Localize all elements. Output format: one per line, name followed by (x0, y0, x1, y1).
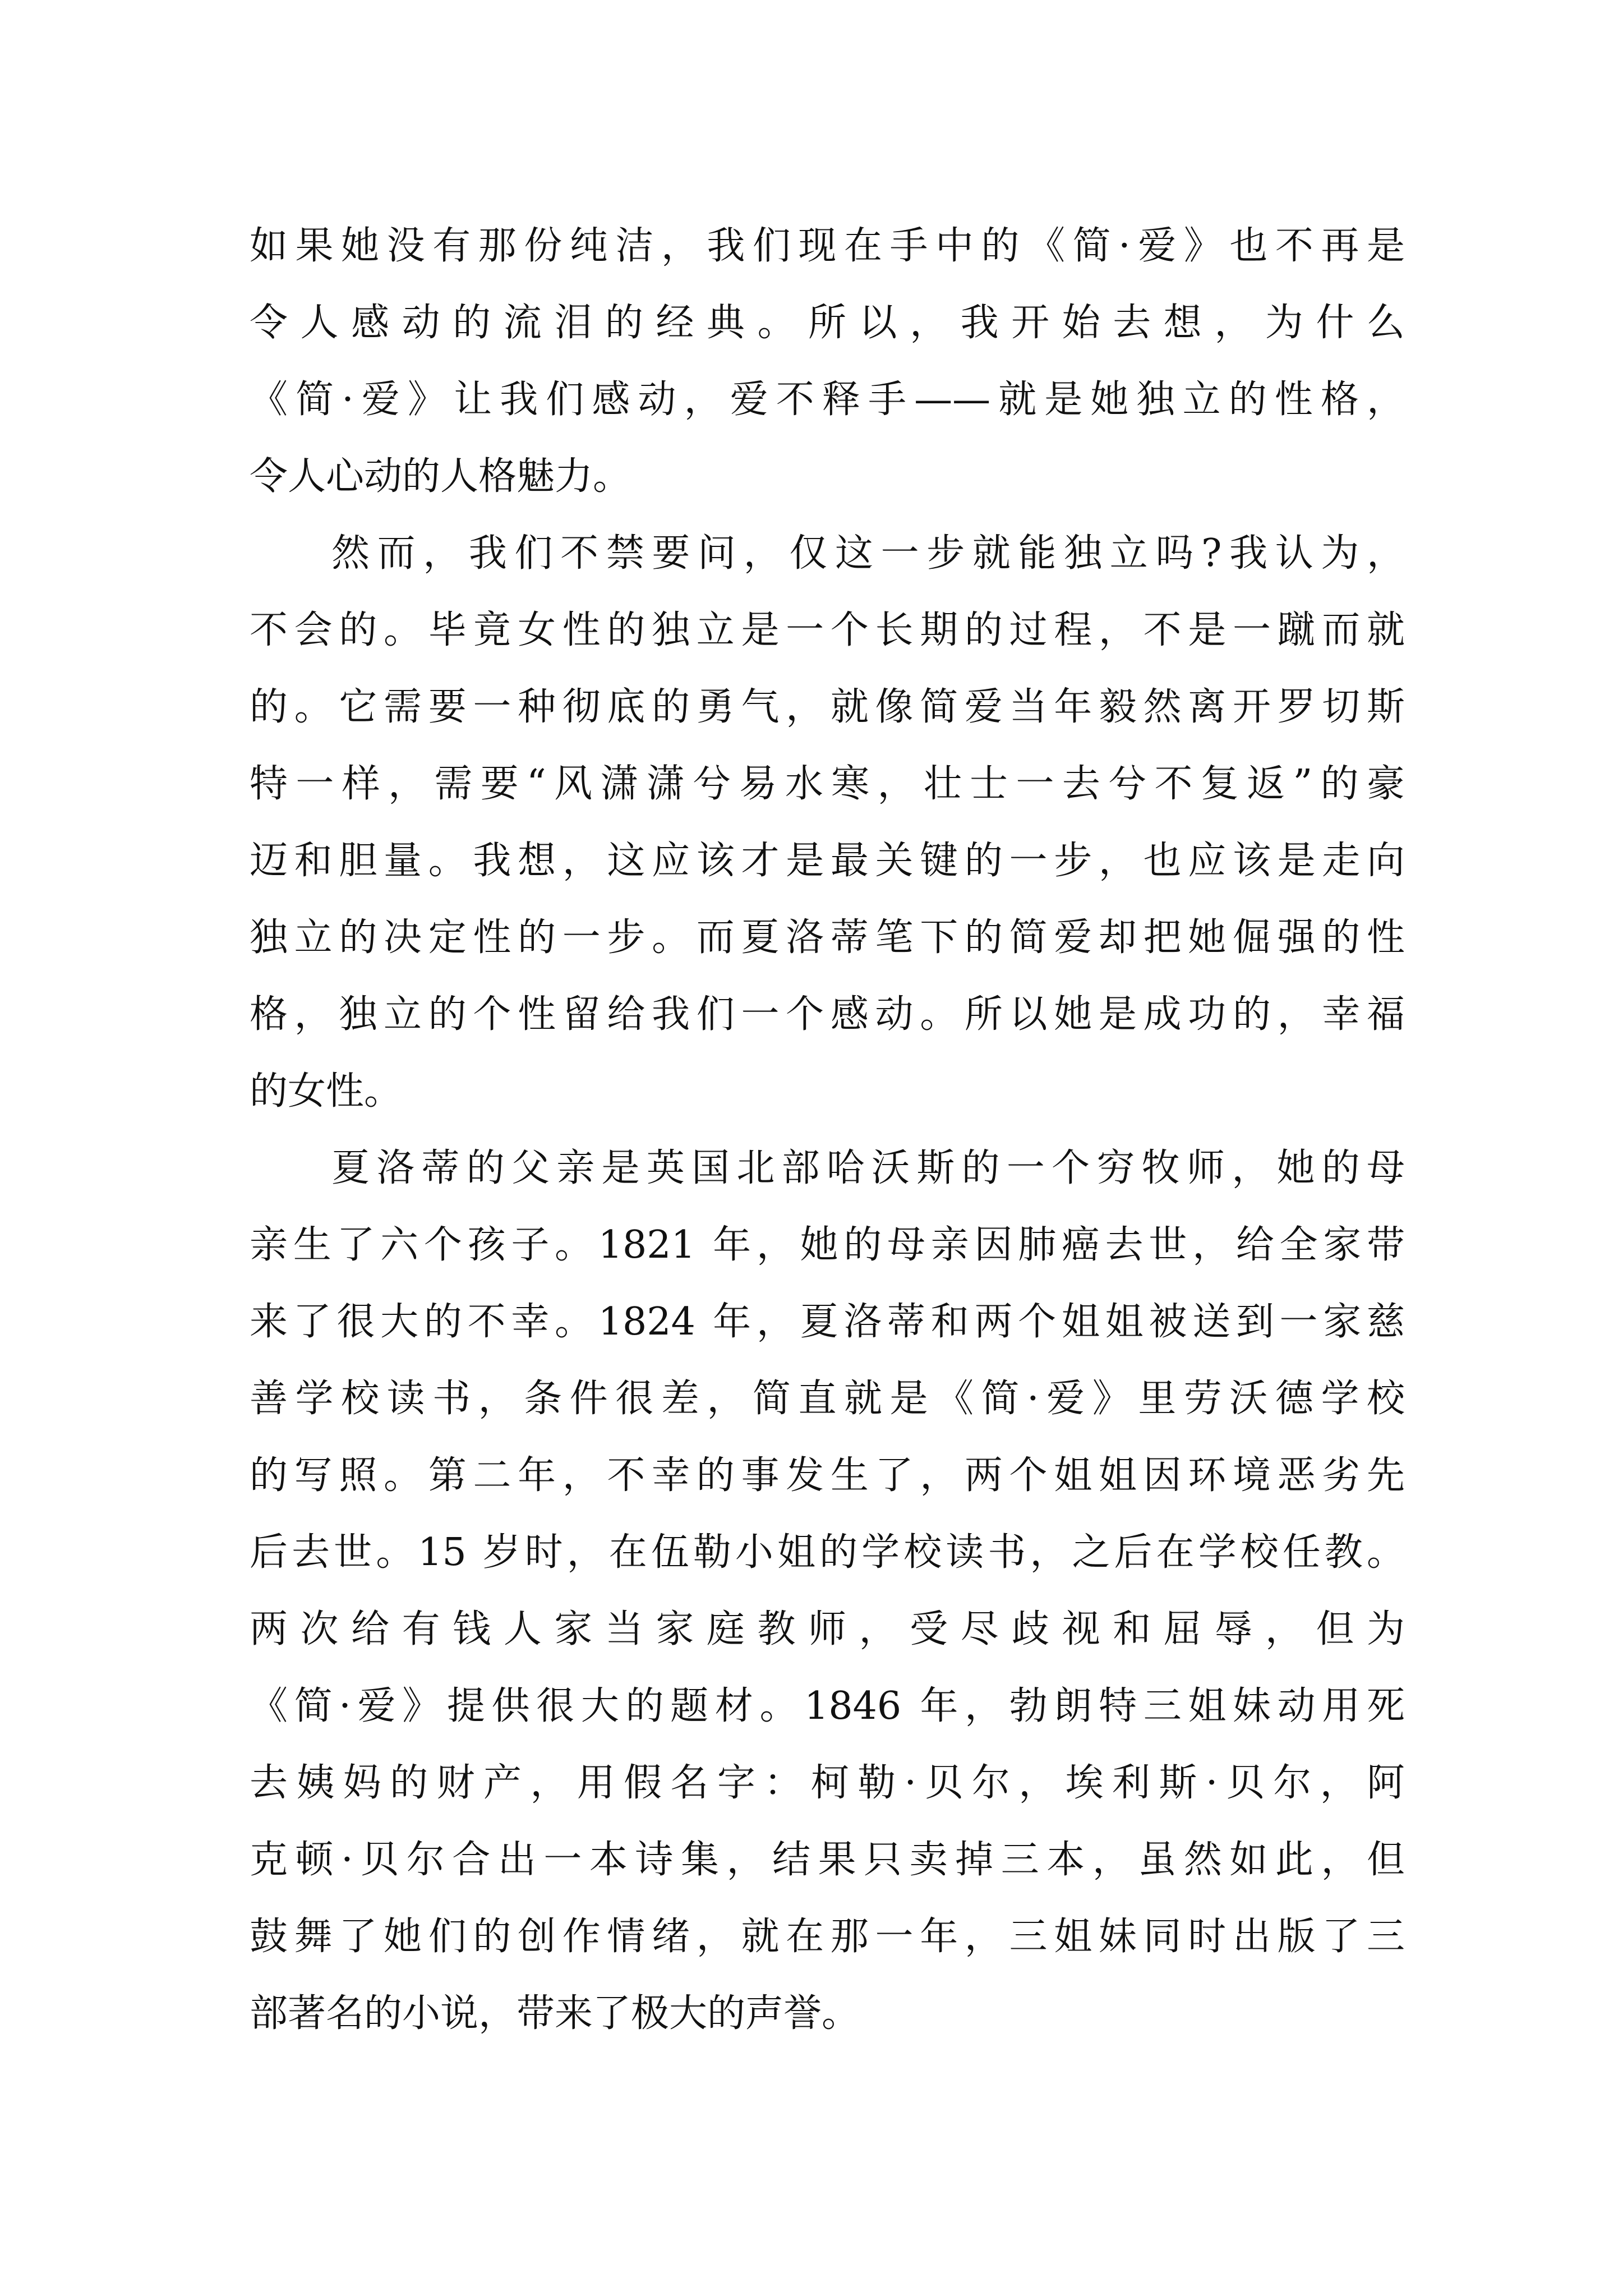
text-line: 如果她没有那份纯洁，我们现在手中的《简·爱》也不再是 (250, 224, 1405, 268)
text-line: 的写照。第二年，不幸的事发生了，两个姐姐因环境恶劣先 (250, 1453, 1405, 1498)
text-line: 去姨妈的财产，用假名字：柯勒·贝尔，埃利斯·贝尔，阿 (250, 1761, 1405, 1805)
text-line: 特一样，需要“风潇潇兮易水寒，壮士一去兮不复返”的豪 (250, 762, 1405, 806)
text-line: 夏洛蒂的父亲是英国北部哈沃斯的一个穷牧师，她的母 (331, 1146, 1405, 1190)
text-line: 《简·爱》让我们感动，爱不释手——就是她独立的性格， (250, 378, 1405, 422)
text-line: 两次给有钱人家当家庭教师，受尽歧视和屈辱，但为 (250, 1607, 1405, 1651)
text-line: 令人心动的人格魅力。 (250, 454, 631, 499)
text-line: 克顿·贝尔合出一本诗集，结果只卖掉三本，虽然如此，但 (250, 1838, 1405, 1882)
paragraph-3 (250, 1130, 1405, 2052)
text-line: 令人感动的流泪的经典。所以，我开始去想，为什么 (250, 301, 1405, 345)
text-line: 亲生了六个孩子。1821 年，她的母亲因肺癌去世，给全家带 (250, 1223, 1405, 1267)
text-line: 来了很大的不幸。1824 年，夏洛蒂和两个姐姐被送到一家慈 (250, 1300, 1405, 1344)
text-line: 不会的。毕竟女性的独立是一个长期的过程，不是一蹴而就 (250, 608, 1405, 652)
text-line: 后去世。15 岁时，在伍勒小姐的学校读书，之后在学校任教。 (250, 1530, 1405, 1575)
document-body (250, 208, 1405, 2052)
text-line: 格，独立的个性留给我们一个感动。所以她是成功的，幸福 (250, 992, 1405, 1037)
text-line: 的女性。 (250, 1069, 403, 1114)
text-line: 然而，我们不禁要问，仅这一步就能独立吗?我认为， (331, 531, 1405, 576)
text-line: 善学校读书，条件很差，简直就是《简·爱》里劳沃德学校 (250, 1377, 1405, 1421)
paragraph-1 (250, 208, 1405, 515)
text-line: 迈和胆量。我想，这应该才是最关键的一步，也应该是走向 (250, 839, 1405, 883)
text-line: 独立的决定性的一步。而夏洛蒂笔下的简爱却把她倔强的性 (250, 915, 1405, 960)
text-line: 的。它需要一种彻底的勇气，就像简爱当年毅然离开罗切斯 (250, 685, 1405, 729)
text-line: 部著名的小说，带来了极大的声誉。 (250, 1991, 860, 2036)
text-line: 《简·爱》提供很大的题材。1846 年，勃朗特三姐妹动用死 (250, 1684, 1405, 1728)
text-line: 鼓舞了她们的创作情绪，就在那一年，三姐妹同时出版了三 (250, 1915, 1405, 1959)
paragraph-2 (250, 515, 1405, 1130)
